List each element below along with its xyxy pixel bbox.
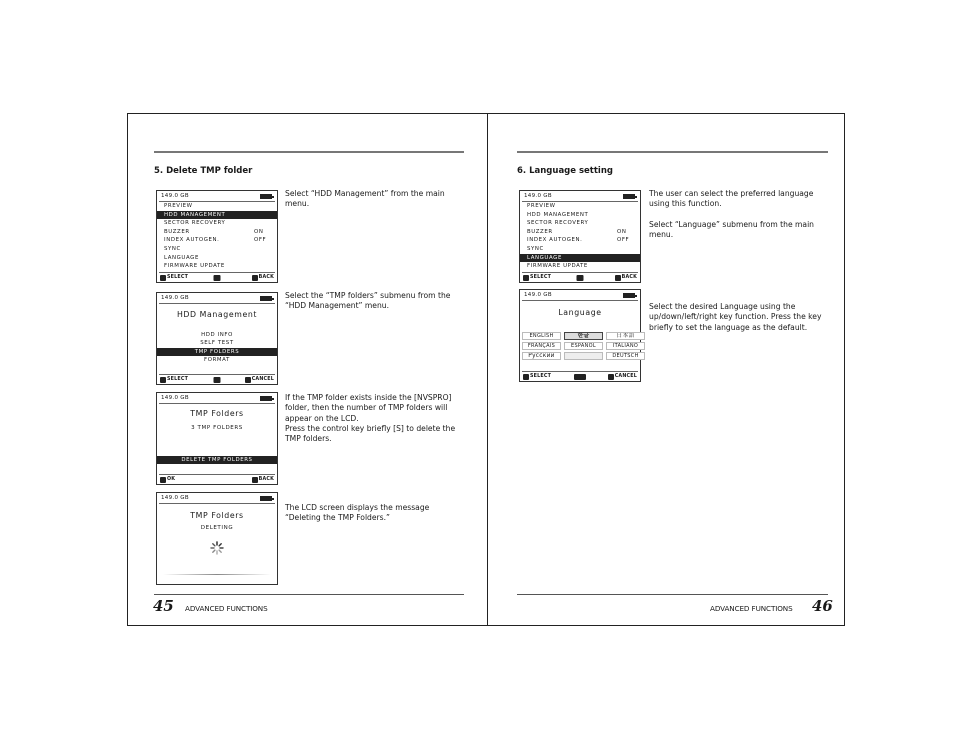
back-key-icon — [245, 377, 251, 383]
submenu-item-self-test[interactable]: SELF TEST — [200, 340, 234, 347]
cancel-softkey[interactable]: CANCEL — [608, 373, 637, 380]
capacity-status: 149.0 GB — [161, 395, 189, 401]
menu-item-index-autogen[interactable]: INDEX AUTOGEN. OFF — [527, 237, 630, 244]
lcd-language-select — [519, 289, 641, 382]
screen-title: HDD Management — [176, 310, 258, 319]
left-section-title: 5. Delete TMP folder — [154, 166, 253, 176]
battery-icon — [260, 296, 272, 301]
left-header-rule — [154, 151, 464, 153]
lcd-hdd-management — [156, 292, 278, 385]
language-option-korean[interactable]: 한글 — [564, 332, 603, 340]
menu-item-sector-recovery[interactable]: SECTOR RECOVERY — [527, 220, 589, 227]
loading-spinner-icon — [210, 541, 224, 555]
nav-key-icon — [577, 274, 584, 281]
right-section-title: 6. Language setting — [517, 166, 613, 176]
menu-item-sector-recovery[interactable]: SECTOR RECOVERY — [164, 220, 226, 227]
delete-tmp-folders-button[interactable]: DELETE TMP FOLDERS — [157, 456, 277, 464]
screen-title: TMP Folders — [190, 409, 244, 418]
main-menu — [157, 202, 277, 271]
step-2-description: Select the “TMP folders” submenu from the “HDD Management” menu. — [285, 291, 451, 311]
right-footer-rule — [517, 594, 828, 595]
battery-icon — [260, 194, 272, 199]
menu-item-firmware-update[interactable]: FIRMWARE UPDATE — [164, 263, 225, 270]
control-key-icon — [160, 275, 166, 281]
hdd-submenu — [157, 331, 277, 364]
capacity-status: 149.0 GB — [161, 193, 189, 199]
right-step-1-description: The user can select the preferred language using this function. Select “Language” submenu from the main menu. — [649, 189, 814, 239]
menu-item-buzzer[interactable]: BUZZER ON — [164, 228, 264, 235]
select-softkey[interactable]: SELECT — [160, 274, 188, 281]
menu-item-sync[interactable]: SYNC — [527, 245, 544, 252]
menu-item-index-autogen[interactable]: INDEX AUTOGEN. OFF — [164, 237, 267, 244]
menu-item-sync[interactable]: SYNC — [164, 245, 181, 252]
main-menu — [520, 202, 640, 271]
language-option-german[interactable]: DEUTSCH — [606, 352, 645, 360]
back-softkey[interactable]: BACK — [615, 274, 637, 281]
language-option-english[interactable]: ENGLISH — [522, 332, 561, 340]
step-4-description: The LCD screen displays the message “Deleting the TMP Folders.” — [285, 503, 430, 523]
buzzer-value: ON — [254, 228, 264, 235]
footer-label-right: ADVANCED FUNCTIONS — [710, 604, 793, 613]
right-step-2-description: Select the desired Language using the up/down/left/right key function. Press the key briefly to set the language as the default. — [649, 302, 822, 332]
select-softkey[interactable]: SELECT — [160, 376, 188, 383]
capacity-status: 149.0 GB — [524, 292, 552, 298]
battery-icon — [623, 293, 635, 298]
soft-key-bar — [159, 374, 275, 383]
capacity-status: 149.0 GB — [161, 495, 189, 501]
buzzer-value: ON — [617, 228, 627, 235]
menu-item-language[interactable]: LANGUAGE — [520, 254, 640, 263]
lcd-deleting — [156, 492, 278, 585]
control-key-icon — [523, 275, 529, 281]
language-option-french[interactable]: FRANÇAIS — [522, 342, 561, 350]
footer-label-left: ADVANCED FUNCTIONS — [185, 604, 268, 613]
select-softkey[interactable]: SELECT — [523, 274, 551, 281]
battery-icon — [623, 194, 635, 199]
language-option-russian[interactable]: Русский — [522, 352, 561, 360]
tmp-folder-count: 3 TMP FOLDERS — [191, 425, 243, 431]
cancel-softkey[interactable]: CANCEL — [245, 376, 274, 383]
left-footer-rule — [154, 594, 464, 595]
manual-spread — [127, 113, 845, 626]
nav-key-icon — [214, 376, 221, 383]
lcd-main-menu-language — [519, 190, 641, 283]
ok-softkey[interactable]: OK — [160, 476, 175, 483]
lcd-tmp-folders — [156, 392, 278, 485]
submenu-item-format[interactable]: FORMAT — [204, 356, 230, 363]
soft-key-bar — [522, 371, 638, 380]
back-softkey[interactable]: BACK — [252, 476, 274, 483]
soft-key-bar — [159, 474, 275, 483]
control-key-icon — [160, 477, 166, 483]
capacity-status: 149.0 GB — [524, 193, 552, 199]
menu-item-buzzer[interactable]: BUZZER ON — [527, 228, 627, 235]
page-number-right: 46 — [812, 597, 833, 615]
menu-item-preview[interactable]: PREVIEW — [164, 203, 193, 209]
control-key-icon — [160, 377, 166, 383]
menu-item-language[interactable]: LANGUAGE — [164, 254, 199, 261]
autogen-value: OFF — [254, 237, 267, 244]
right-header-rule — [517, 151, 828, 153]
back-key-icon — [615, 275, 621, 281]
autogen-value: OFF — [617, 237, 630, 244]
screen-title: Language — [558, 308, 602, 317]
language-option-spanish[interactable]: ESPAÑOL — [564, 342, 603, 350]
language-option-italian[interactable]: ITALIANO — [606, 342, 645, 350]
deleting-label: DELETING — [200, 525, 234, 531]
page-divider — [487, 114, 488, 625]
soft-key-bar — [522, 272, 638, 281]
menu-item-preview[interactable]: PREVIEW — [527, 203, 556, 209]
back-key-icon — [252, 477, 258, 483]
menu-item-hdd-management[interactable]: HDD MANAGEMENT — [527, 211, 589, 218]
step-3-description: If the TMP folder exists inside the [NVSPRO] folder, then the number of TMP folders will appear on the LCD. Press the control key briefly [S] to delete the TMP folders. — [285, 393, 456, 444]
back-key-icon — [608, 374, 614, 380]
control-key-icon — [523, 374, 529, 380]
lcd-main-menu-hdd — [156, 190, 278, 283]
menu-item-firmware-update[interactable]: FIRMWARE UPDATE — [527, 263, 588, 270]
step-1-description: Select “HDD Management” from the main menu. — [285, 189, 445, 209]
language-option-empty — [564, 352, 603, 360]
screen-title: TMP Folders — [190, 511, 244, 520]
select-softkey[interactable]: SELECT — [523, 373, 551, 380]
back-softkey[interactable]: BACK — [252, 274, 274, 281]
submenu-item-tmp-folders[interactable]: TMP FOLDERS — [157, 348, 277, 356]
menu-item-hdd-management[interactable]: HDD MANAGEMENT — [157, 211, 277, 220]
battery-icon — [260, 396, 272, 401]
capacity-status: 149.0 GB — [161, 295, 189, 301]
page-number-left: 45 — [153, 597, 174, 615]
arrow-keys-icon — [574, 373, 586, 380]
language-option-japanese[interactable]: 日本語 — [606, 332, 645, 340]
language-grid — [522, 332, 638, 360]
soft-key-bar — [159, 272, 275, 281]
submenu-item-hdd-info[interactable]: HDD INFO — [201, 332, 233, 338]
nav-key-icon — [214, 274, 221, 281]
back-key-icon — [252, 275, 258, 281]
battery-icon — [260, 496, 272, 501]
